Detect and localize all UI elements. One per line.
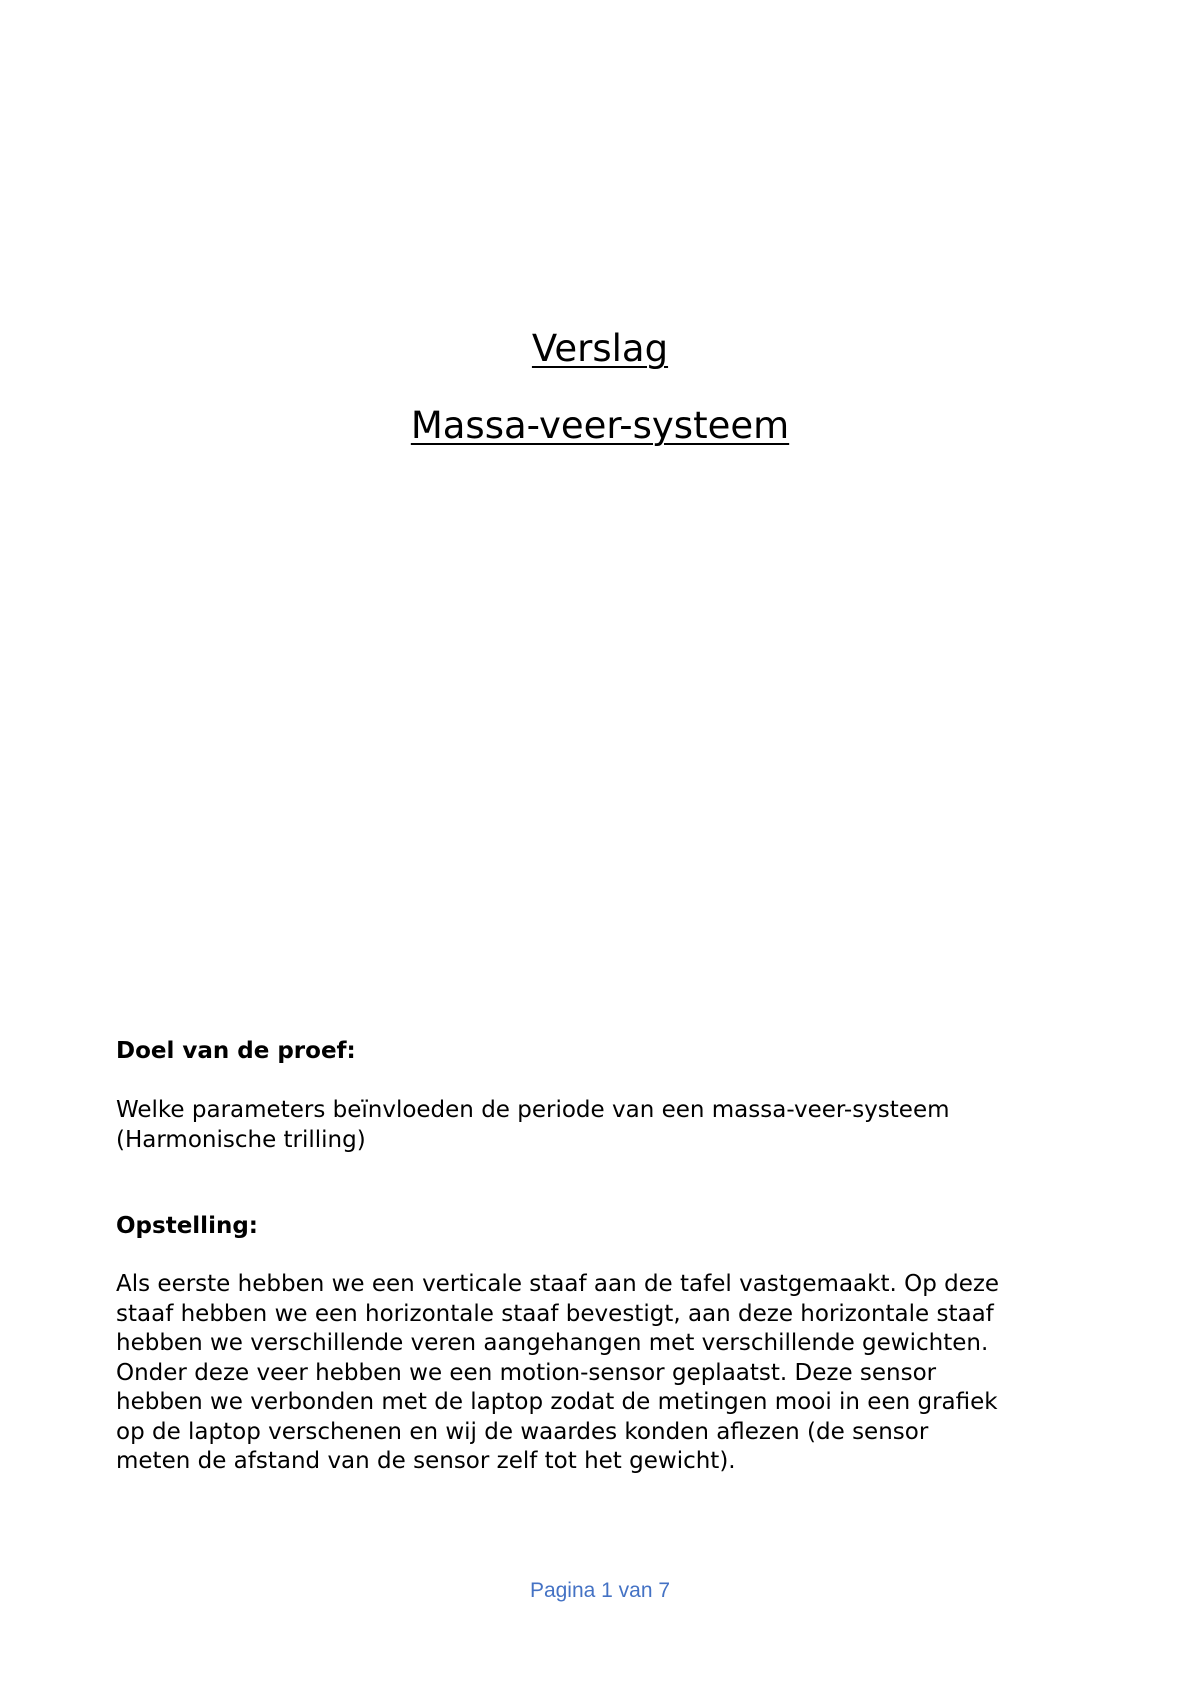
- document-subtitle: Massa-veer-systeem: [410, 404, 790, 447]
- document-title: Verslag: [531, 327, 669, 370]
- section-heading-opstelling: Opstelling:: [116, 1213, 258, 1239]
- section-body-opstelling: [116, 1270, 1106, 1477]
- paragraph-line: op de laptop verschenen en wij de waardes konden aflezen (de sensor: [116, 1418, 929, 1445]
- paragraph-line: Welke parameters beïnvloeden de periode van een massa-veer-systeem: [116, 1097, 950, 1123]
- paragraph-line: staaf hebben we een horizontale staaf bevestigt, aan deze horizontale staaf: [116, 1300, 994, 1327]
- paragraph-line: hebben we verbonden met de laptop zodat de metingen mooi in een grafiek: [116, 1389, 998, 1415]
- section-body-doel: [116, 1096, 1106, 1155]
- paragraph-line: Als eerste hebben we een verticale staaf aan de tafel vastgemaakt. Op deze: [116, 1271, 1000, 1297]
- page-number-footer: Pagina 1 van 7: [529, 1579, 671, 1602]
- section-heading-doel: Doel van de proef:: [116, 1038, 356, 1064]
- paragraph-line: (Harmonische trilling): [116, 1126, 366, 1153]
- paragraph-line: Onder deze veer hebben we een motion-sensor geplaatst. Deze sensor: [116, 1359, 937, 1386]
- paragraph-line: hebben we verschillende veren aangehangen met verschillende gewichten.: [116, 1330, 989, 1356]
- paragraph-line: meten de afstand van de sensor zelf tot het gewicht).: [116, 1448, 736, 1474]
